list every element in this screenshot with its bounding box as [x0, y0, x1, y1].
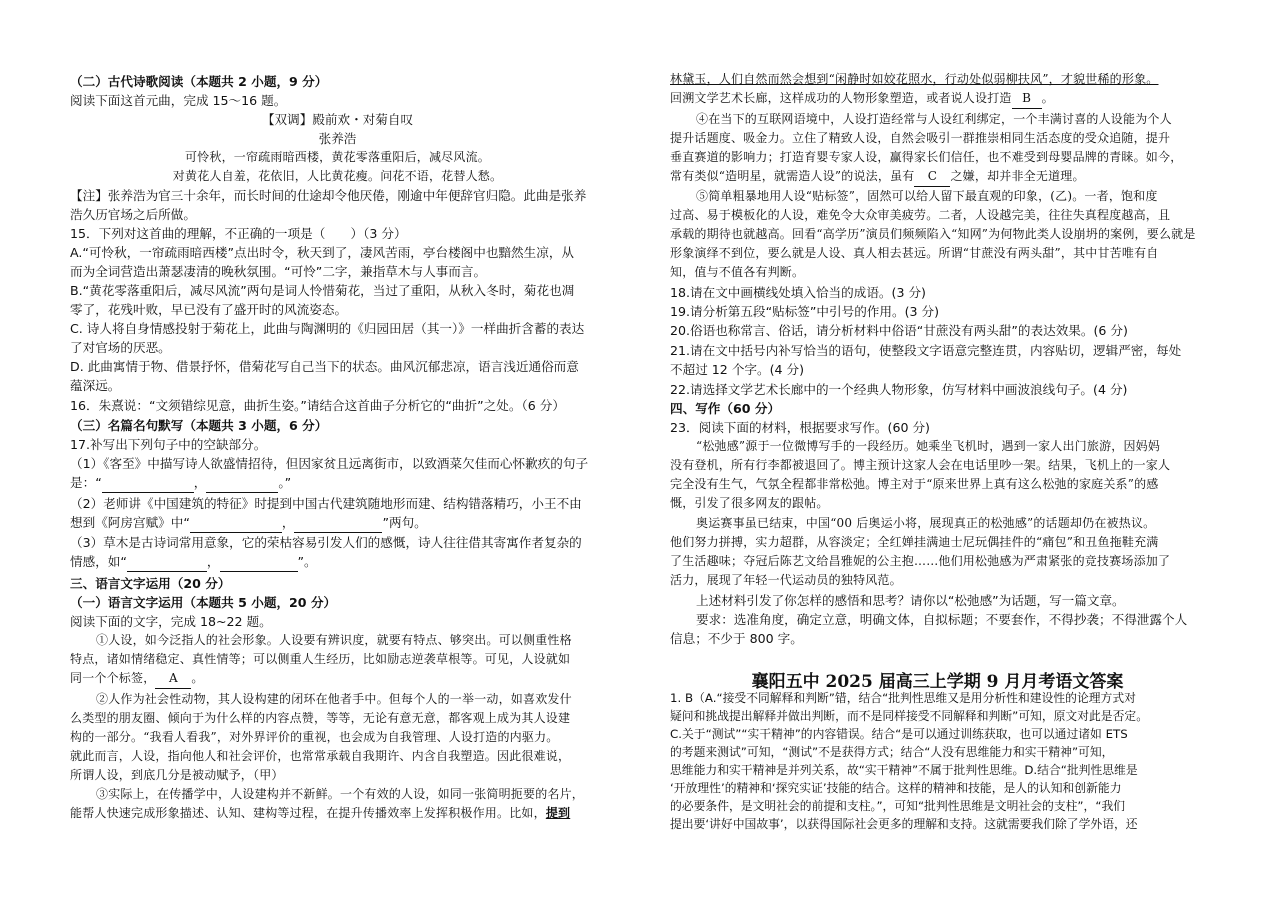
passage-line: 奥运赛事虽已结束，中国“00 后奥运小将，展现真正的松弛感”的话题却仍在被热议。 [696, 516, 1156, 530]
poem-title: 【双调】殿前欢・对菊自叹 [261, 112, 414, 127]
answer-blank[interactable] [127, 552, 207, 572]
writing-prompt: 上述材料引发了你怎样的感悟和思考？请你以“松弛感”为话题，写一篇文章。 [696, 593, 1125, 608]
passage-line: 回溯文学艺术长廊，这样成功的人物形象塑造，或者说人设打造 B 。 [670, 89, 1205, 109]
note: 【注】张养浩为官三十余年，而长时间的仕途却令他厌倦，刚逾中年便辞官归隐。此曲是张养 [70, 188, 587, 203]
blank-b: B [1012, 89, 1042, 109]
passage-line: 么类型的朋友圈、倾向于为什么样的内容点赞，等等，无论有意无意，都客观上成为其人设建 [70, 711, 571, 725]
passage-line: 活力，展现了年轻一代运动员的独特风范。 [670, 573, 902, 587]
poem-line: 可怜秋，一帘疏雨暗西楼，黄花零落重阳后，减尽风流。 [184, 150, 490, 164]
note: 浩久历官场之后所做。 [70, 207, 196, 222]
passage-line: ④在当下的互联网语境中，人设打造经常与人设红利绑定，一个丰满讨喜的人设能为个人 [696, 112, 1172, 126]
writing-requirements: 要求：选准角度，确定立意，明确文体，自拟标题；不要套作，不得抄袭；不得泄露个人 [696, 612, 1188, 627]
passage-line: 了生活趣味；夺冠后陈艺文给昌雅妮的公主抱……他们用松弛感为严肃紧张的竞技赛场添加了 [670, 554, 1171, 568]
passage-line: 就此而言，人设，指向他人和社会评价，也常常承载自我期许、内含自我塑造。因此很难说， [70, 749, 571, 763]
answer-line: ‘开放理性’的精神和‘探究实证’技能的结合。这样的精神和技能，是人的认知和创新能力 [670, 781, 1122, 795]
option-b: 零了，花残叶败，早已没有了盛开时的风流姿态。 [70, 302, 348, 317]
answer-blank[interactable] [190, 513, 282, 533]
option-b: B.“黄花零落重阳后，减尽风流”两句是词人怜惜菊花，当过了重阳，从秋入冬时，菊花也凋 [70, 283, 575, 298]
passage-line: 提升话题度、吸金力。立住了精致人设，自然会吸引一群推崇相同生活态度的受众追随，提升 [670, 131, 1171, 145]
passage-line: 常有类似“造明星，就需造人设”的说法，虽有 C 之嫌，却并非全无道理。 [670, 167, 1205, 187]
dictation-3: （3）草木是古诗词常用意象，它的荣枯容易引发人们的感慨，诗人往往借其寄寓作者复杂的 [70, 535, 582, 550]
option-d: D. 此曲寓情于物、借景抒怀，借菊花写自己当下的状态。曲风沉郁悲凉，语言浅近通俗而意 [70, 359, 579, 374]
passage-line: 慨，引发了很多网友的跟帖。 [670, 496, 829, 510]
passage-line: “松弛感”源于一位微博写手的一段经历。她乘坐飞机时，遇到一家人出门旅游，因妈妈 [696, 439, 1161, 453]
dictation-3-blanks: 情感，如“ ， ”。 [70, 552, 605, 572]
passage-line-underlined: 林黛玉，人们自然而然会想到“闲静时如姣花照水，行动处似弱柳扶风”，才貌世稀的形象。 [670, 72, 1159, 86]
answer-blank[interactable] [220, 552, 298, 572]
question-18: 18.请在文中画横线处填入恰当的成语。(3 分) [670, 285, 926, 300]
passage-line: 能帮人快速完成形象描述、认知、建构等过程，在提升传播效率上发挥积极作用。比如，提到 [70, 806, 571, 820]
answer-blank[interactable] [206, 473, 278, 493]
dictation-1: （1）《客至》中描写诗人欲盛情招待，但因家贫且远离街市，以致酒菜欠佳而心怀歉疚的句子 [70, 456, 589, 471]
passage-line: 特点，诸如情绪稳定、真性情等；可以侧重人生经历，比如励志逆袭草根等。可见，人设就如 [70, 652, 571, 666]
passage-line: 他们努力拼搏，实力超群，从容淡定；全红婵挂满迪士尼玩偶挂件的“痛包”和丑鱼拖鞋充满 [670, 535, 1159, 549]
option-d: 蕴深远。 [70, 378, 121, 393]
passage-line: 没有登机，所有行李都被退回了。博主预计这家人会在电话里吵一架。结果，飞机上的一家人 [670, 458, 1171, 472]
passage-line: 同一个个标签， A 。 [70, 669, 605, 689]
section-heading-writing: 四、写作（60 分） [670, 401, 781, 416]
blank-a: A [155, 669, 191, 689]
dictation-2-blanks: 想到《阿房宫赋》中“ ， ”两句。 [70, 513, 605, 533]
passage-line: ⑤简单粗暴地用人设“贴标签”，固然可以给人留下最直观的印象，(乙)。一者，饱和度 [696, 189, 1158, 203]
question-17: 17.补写出下列句子中的空缺部分。 [70, 437, 267, 452]
passage-line: 所谓人设，到底几分是被动赋予，（甲） [70, 768, 284, 782]
passage-line: 知，值与不值各有判断。 [670, 265, 805, 279]
poem-line: 对黄花人自羞，花依旧，人比黄花瘦。问花不语，花替人愁。 [172, 169, 503, 183]
instruction: 阅读下面的文字，完成 18~22 题。 [70, 614, 272, 629]
option-c: C. 诗人将自身情感投射于菊花上，此曲与陶渊明的《归园田居（其一）》一样曲折含蓄的表达 [70, 321, 585, 336]
answer-line: 的必要条件，是文明社会的前提和支柱。”，可知“批判性思维是文明社会的支柱”，“我们 [670, 799, 1126, 813]
instruction: 阅读下面这首元曲，完成 15～16 题。 [70, 93, 287, 108]
writing-requirements: 信息；不少于 800 字。 [670, 631, 803, 646]
passage-line: ②人作为社会性动物，其人设构建的闭环在他者手中。但每个人的一举一动，如喜欢发什 [96, 692, 572, 706]
answer-line: 的考题来测试”可知，“测试”不是获得方式；结合“人没有思维能力和实干精神”可知， [670, 745, 1114, 759]
option-a: 而为全词营造出萧瑟凄清的晚秋氛围。“可怜”二字，兼指草木与人事而言。 [70, 264, 487, 279]
option-a: A.“可怜秋，一帘疏雨暗西楼”点出时令，秋天到了，凄风苦雨，亭台楼阁中也黯然生凉，从 [70, 245, 575, 260]
answer-line: 疑问和挑战提出解释并做出判断，而不是同样接受不同解释和判断”可知，原文对此是否定。 [670, 709, 1148, 723]
section-heading-poetry: （二）古代诗歌阅读（本题共 2 小题，9 分） [70, 74, 328, 89]
answer-line: 思维能力和实干精神是并列关系，故“实干精神”不属于批判性思维。D.结合“批判性思维是 [670, 763, 1138, 777]
question-16: 16．朱熹说：“文须错综见意，曲折生姿。”请结合这首曲子分析它的“曲折”之处。（6 分） [70, 398, 565, 413]
answer-line: 提出要‘讲好中国故事’，以获得国际社会更多的理解和支持。这就需要我们除了学外语，还 [670, 817, 1138, 831]
passage-line: ③实际上，在传播学中，人设建构并不新鲜。一个有效的人设，如同一张简明扼要的名片， [96, 787, 585, 801]
option-c: 了对官场的厌恶。 [70, 340, 171, 355]
underlined-text: 提到 [545, 806, 571, 820]
question-21: 不超过 12 个字。(4 分) [670, 362, 805, 377]
section-heading-language: 三、语言文字运用（20 分） [70, 576, 231, 591]
blank-c: C [914, 167, 950, 187]
question-23: 23．阅读下面的材料，根据要求写作。(60 分) [670, 420, 930, 435]
answer-line: 1. B（A.“接受不同解释和判断”错，结合“批判性思维又是用分析性和建设性的论理方式对 [670, 691, 1136, 705]
answer-key-title: 襄阳五中 2025 届高三上学期 9 月月考语文答案 [751, 672, 1124, 692]
section-heading-dictation: （三）名篇名句默写（本题共 3 小题，6 分） [70, 418, 328, 433]
passage-line: 过高、易于模板化的人设，难免令大众审美疲劳。二者，人设越完美，往往失真程度越高，且 [670, 208, 1171, 222]
poem-author: 张养浩 [318, 131, 357, 146]
dictation-1-blanks: 是：“ ， 。” [70, 473, 605, 493]
question-15: 15．下列对这首曲的理解，不正确的一项是（ ）（3 分） [70, 226, 407, 241]
answer-line: C.关于“测试”“实干精神”的内容错误。结合“是可以通过训练获取，也可以通过诸如 ETS [670, 727, 1128, 741]
question-19: 19.请分析第五段“贴标签”中引号的作用。(3 分) [670, 304, 940, 319]
passage-line: ①人设，如今泛指人的社会形象。人设要有辨识度，就要有特点、够突出。可以侧重性格 [96, 633, 572, 647]
answer-blank[interactable] [102, 473, 194, 493]
subsection-heading: （一）语言文字运用（本题共 5 小题，20 分） [70, 595, 337, 610]
passage-line: 完全没有生气，气氛全程都非常松弛。博主对于“原来世界上真有这么松弛的家庭关系”的感 [670, 477, 1159, 491]
question-21: 21.请在文中括号内补写恰当的语句，使整段文字语意完整连贯，内容贴切，逻辑严密，每处 [670, 343, 1182, 358]
passage-line: 承载的期待也就越高。回看“高学历”演员们频频陷入“知网”为何物此类人设崩坍的案例，要么就是 [670, 227, 1196, 241]
question-20: 20.俗语也称常言、俗话，请分析材料中俗语“甘蔗没有两头甜”的表达效果。(6 分) [670, 323, 1128, 338]
passage-line: 垂直赛道的影响力；打造育婴专家人设，赢得家长们信任，也不难受到母婴品牌的青睐。如今， [670, 150, 1183, 164]
answer-blank[interactable] [294, 513, 382, 533]
dictation-2: （2）老师讲《中国建筑的特征》时提到中国古代建筑随地形而建、结构错落精巧，小王不由 [70, 496, 582, 511]
passage-line: 构的一部分。“我看人看我”，对外界评价的重视，也会成为自我管理、人设打造的内驱力。 [70, 730, 559, 744]
passage-line: 形象演绎不到位，要么就是人设、真人相去甚远。所谓“甘蔗没有两头甜”，其中甘苦唯有自 [670, 246, 1159, 260]
question-22: 22.请选择文学艺术长廊中的一个经典人物形象，仿写材料中画波浪线句子。(4 分) [670, 382, 1128, 397]
